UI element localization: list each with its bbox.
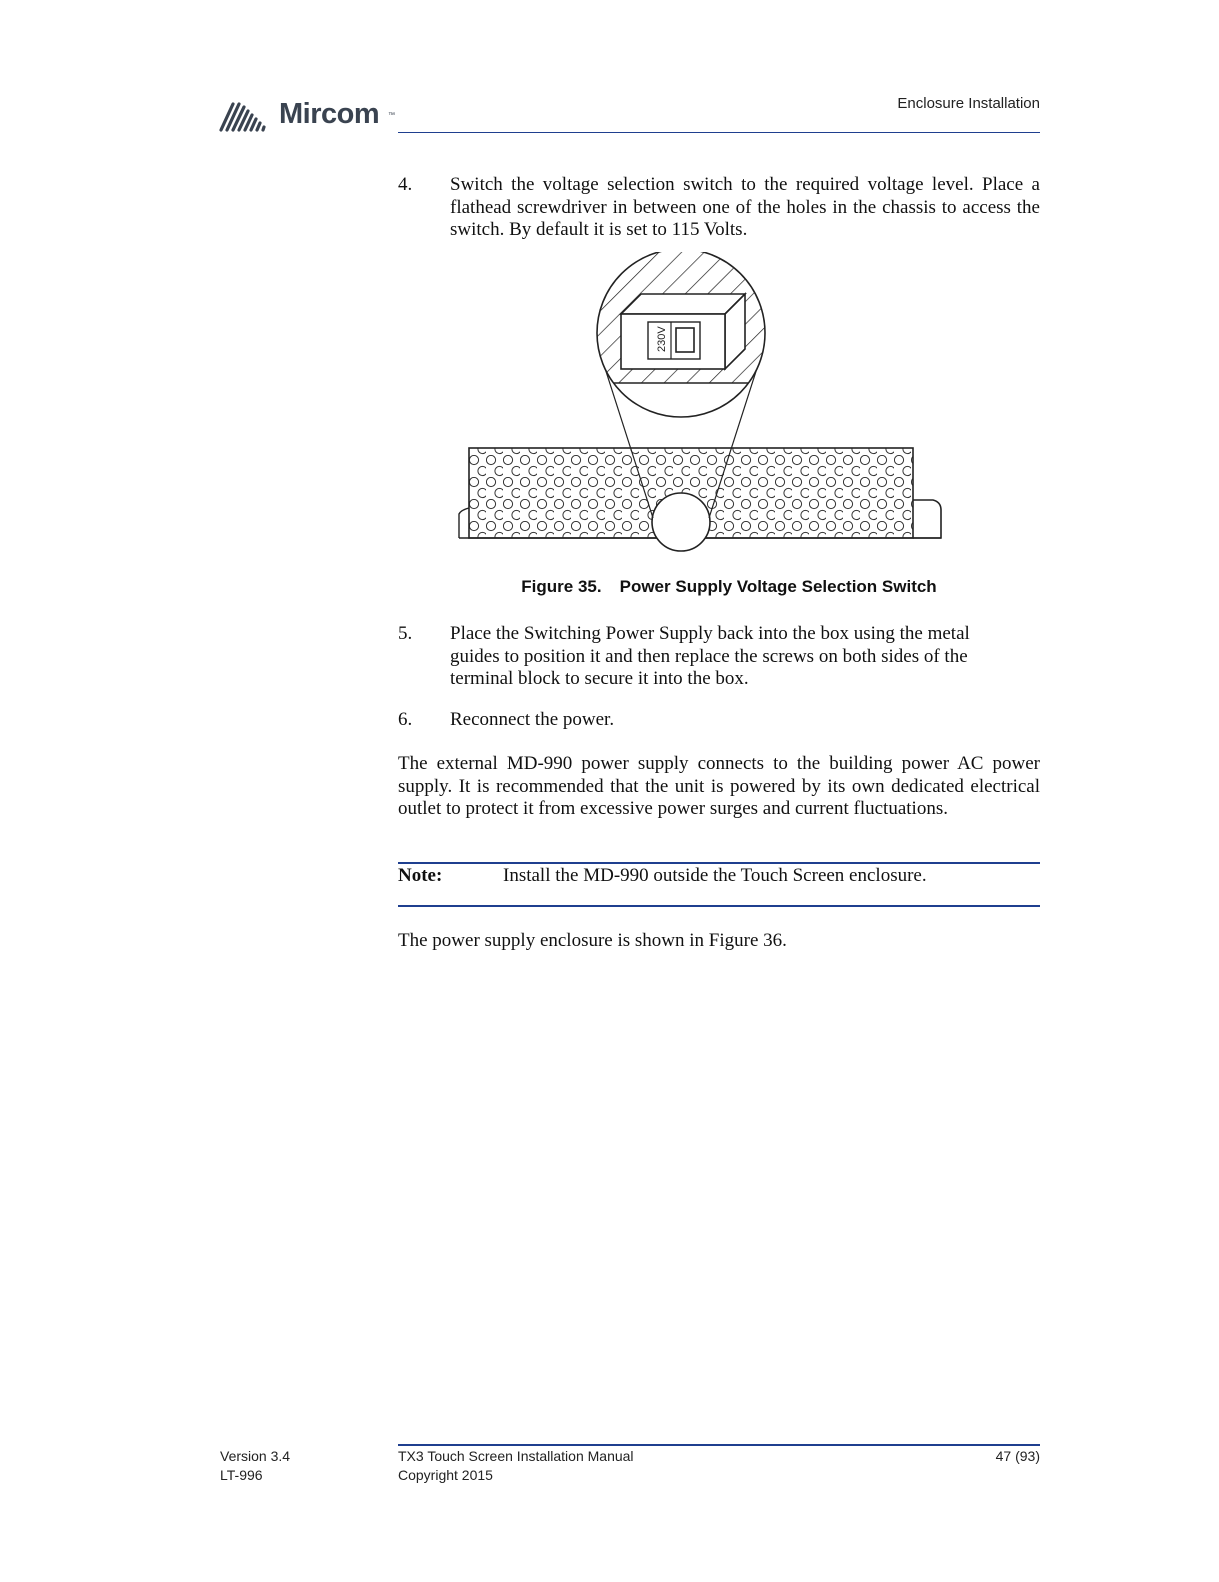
caption-label: Figure 35. [521,577,602,596]
footer-left [220,1447,290,1485]
logo-trademark: ™ [388,112,395,119]
footer-rule [398,1444,1040,1446]
footer-doc-code: LT-996 [220,1467,263,1483]
body-paragraph: The external MD-990 power supply connects to the building power AC power supply. It is recommended that the unit is powered by its own dedicated electrical outlet to protect it from excessive power surges and current fluctuations. [398,753,1040,819]
footer-version: Version 3.4 [220,1448,291,1464]
voltage-switch-figure [455,252,950,554]
note-top-rule [398,862,1040,864]
footer-copyright: Copyright 2015 [398,1467,493,1483]
step-text: Reconnect the power. [450,709,615,730]
header-rule [398,132,1040,133]
note-text: Install the MD-990 outside the Touch Screen enclosure. [503,865,927,886]
note-bottom-rule [398,905,1040,907]
step-5 [398,623,1040,691]
step-text: Switch the voltage selection switch to the required voltage level. Place a flathead screwdriver in between one of the holes in the chassis to access the switch. By default it is set to 115 Volts. [450,174,1040,240]
step-number: 4. [398,174,413,195]
footer-center [398,1447,634,1485]
access-hole [652,493,710,551]
logo-wordmark: Mircom [279,98,380,130]
footer-page-number: 47 (93) [995,1448,1040,1464]
mircom-logo [219,100,399,134]
switch-label-230v: 230V [656,326,668,352]
footer-manual-title: TX3 Touch Screen Installation Manual [398,1448,634,1464]
caption-title: Power Supply Voltage Selection Switch [619,577,937,596]
voltage-switch-diagram [455,252,950,554]
closing-paragraph: The power supply enclosure is shown in Figure 36. [398,930,787,951]
mircom-logo-icon [219,100,277,134]
step-text: Place the Switching Power Supply back into the box using the metal guides to position it and then replace the screws on both sides of the terminal block to secure it into the box. [450,623,970,689]
step-4 [398,174,1040,242]
note-label: Note: [398,865,443,886]
figure-caption [398,577,1040,597]
step-number: 5. [398,623,413,644]
step-number: 6. [398,709,413,730]
step-6 [398,709,1040,732]
section-title: Enclosure Installation [897,95,1040,112]
